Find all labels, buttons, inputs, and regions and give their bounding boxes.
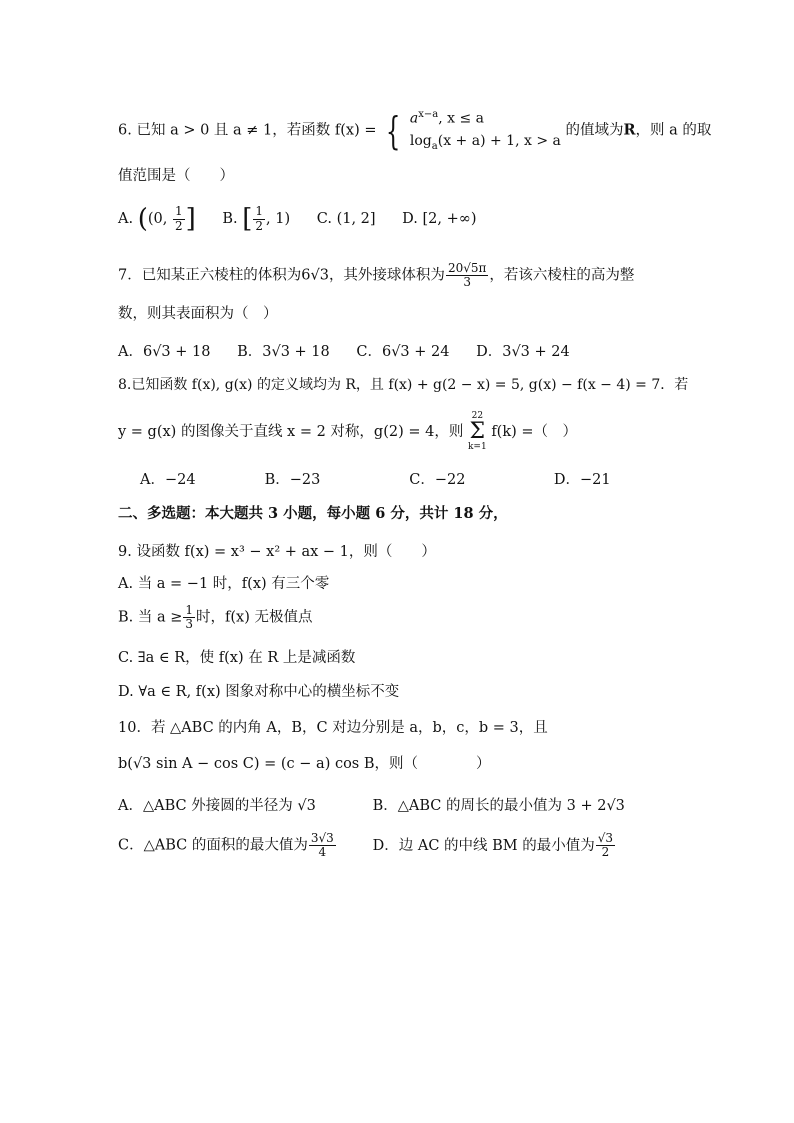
q10-line1: 10．若 △ABC 的内角 A，B，C 对边分别是 a，b，c，b = 3，且 bbox=[118, 720, 548, 736]
q6-option-a-label: A. bbox=[118, 211, 134, 227]
q6-reals: R bbox=[623, 121, 636, 139]
q6-options bbox=[118, 204, 498, 234]
q6-option-a-text: (0, bbox=[147, 211, 172, 227]
q7-option-d: D．3√3 + 24 bbox=[476, 344, 570, 360]
q6-case2-rest: (x + a) + 1, x > a bbox=[437, 132, 561, 149]
q8-sum-bottom: k=1 bbox=[467, 442, 487, 452]
q6-option-b-num: 1 bbox=[255, 204, 264, 219]
q6-stem-end: ，则 a 的取 bbox=[635, 122, 712, 139]
q10-option-c-num: 3√3 bbox=[310, 831, 334, 845]
q6-number: 6. bbox=[118, 122, 132, 139]
q6-option-b-label: B. bbox=[222, 211, 238, 227]
section-2-heading: 二、多选题：本大题共 3 小题，每小题 6 分，共计 18 分， bbox=[118, 505, 508, 522]
q7-line2: 数，则其表面积为（ ） bbox=[118, 306, 278, 322]
q9-option-b bbox=[118, 604, 313, 631]
q7-line1 bbox=[118, 262, 634, 289]
q6-case1: a bbox=[409, 110, 419, 127]
q8-stem-a: y = g(x) 的图像关于直线 x = 2 对称，g(2) = 4，则 bbox=[118, 424, 464, 440]
q6-option-c bbox=[317, 211, 376, 227]
q7-option-c: C．6√3 + 24 bbox=[356, 344, 450, 360]
q6-case1-cond: , x ≤ a bbox=[438, 110, 485, 127]
q6-case1-exp: x−a bbox=[418, 109, 439, 120]
q7-stem-c: ，若该六棱柱的高为整 bbox=[489, 267, 635, 284]
q8-line2 bbox=[118, 412, 577, 452]
q10-option-a: A．△ABC 外接圆的半径为 √3 bbox=[118, 798, 316, 814]
q6-stem-pre: 已知 bbox=[136, 122, 166, 139]
q10-option-b: B．△ABC 的周长的最小值为 3 + 2√3 bbox=[372, 798, 625, 814]
q6-option-d bbox=[402, 211, 476, 227]
q7-option-a: A．6√3 + 18 bbox=[118, 344, 211, 360]
q6-option-b bbox=[222, 204, 290, 234]
q10-option-c-text: C．△ABC 的面积的最大值为 bbox=[118, 837, 308, 854]
q9-option-b-b: 时，f(x) 无极值点 bbox=[196, 609, 313, 626]
q6-option-a-close: ] bbox=[185, 204, 196, 234]
q6-option-d-label: D. bbox=[402, 211, 418, 227]
q6-line2: 值范围是（ ） bbox=[118, 168, 234, 184]
q6-piecewise bbox=[410, 104, 561, 157]
q10-line2: b(√3 sin A − cos C) = (c − a) cos B，则（ ） bbox=[118, 756, 491, 772]
q10-option-c bbox=[118, 832, 368, 859]
q7-stem-b: ，其外接球体积为 bbox=[328, 267, 445, 284]
q7-option-b: B．3√3 + 18 bbox=[237, 344, 330, 360]
q7-volume: 6√3 bbox=[301, 267, 329, 284]
q7-sphere-den: 3 bbox=[463, 275, 471, 290]
q10-option-c-den: 4 bbox=[318, 845, 327, 860]
q7-sphere-num: 20√5π bbox=[447, 261, 487, 275]
q10-options-row1 bbox=[118, 794, 625, 815]
q10-option-d bbox=[372, 831, 616, 860]
q6-line1 bbox=[118, 104, 711, 157]
q6-case2: log bbox=[409, 132, 432, 149]
q6-option-b-text: , 1) bbox=[266, 211, 291, 227]
q8-summation bbox=[468, 412, 487, 452]
q9-option-b-num: 1 bbox=[185, 603, 194, 617]
q10-option-d-num: √3 bbox=[597, 831, 614, 845]
q8-option-d: D．−21 bbox=[553, 472, 611, 488]
q6-brace: { bbox=[385, 108, 401, 153]
q8-line1: 8.已知函数 f(x), g(x) 的定义域均为 R，且 f(x) + g(2 − x) = 5, g(x) − f(x − 4) = 7．若 bbox=[118, 377, 689, 393]
q8-sum-top: 22 bbox=[471, 411, 484, 421]
q8-sum-sigma: Σ bbox=[469, 419, 486, 444]
q10-option-d-den: 2 bbox=[601, 845, 610, 860]
q8-stem-b: f(k) =（ ） bbox=[491, 424, 578, 440]
q10-options-row2 bbox=[118, 832, 616, 859]
q6-option-c-text: (1, 2] bbox=[336, 211, 376, 227]
q6-option-a: A. ((0, $\frac{1}{2}$ ] bbox=[118, 204, 196, 234]
q9-option-a: A. 当 a = −1 时，f(x) 有三个零 bbox=[118, 576, 330, 592]
q6-case2-base: a bbox=[431, 140, 438, 152]
q9-option-b-a: B. 当 a ≥ bbox=[118, 609, 183, 626]
q9-option-b-den: 3 bbox=[185, 617, 194, 632]
q6-option-a-num: 1 bbox=[174, 204, 183, 219]
q6-option-b-den: 2 bbox=[255, 218, 264, 233]
q7-stem-a: 7．已知某正六棱柱的体积为 bbox=[118, 267, 302, 284]
q7-options bbox=[118, 340, 592, 361]
q6-stem-post: 的值域为 bbox=[565, 122, 624, 139]
q6-condition: a > 0 且 a ≠ 1，若函数 f(x) = bbox=[170, 122, 377, 139]
q8-option-a: A．−24 bbox=[140, 472, 196, 488]
q8-option-b: B．−23 bbox=[264, 472, 321, 488]
q8-options bbox=[140, 468, 611, 489]
q9-option-d: D. ∀a ∈ R, f(x) 图象对称中心的横坐标不变 bbox=[118, 684, 400, 700]
q6-option-b-open: [ bbox=[242, 204, 253, 234]
q8-option-c: C．−22 bbox=[409, 472, 466, 488]
q10-option-d-text: D．边 AC 的中线 BM 的最小值为 bbox=[372, 837, 595, 854]
q6-option-a-den: 2 bbox=[174, 218, 183, 233]
q6-option-d-text: [2, +∞) bbox=[422, 211, 477, 227]
q9-stem: 9. 设函数 f(x) = x³ − x² + ax − 1，则（ ） bbox=[118, 544, 436, 560]
q9-option-c: C. ∃a ∈ R，使 f(x) 在 R 上是减函数 bbox=[118, 650, 356, 666]
q6-option-c-label: C. bbox=[316, 211, 332, 227]
